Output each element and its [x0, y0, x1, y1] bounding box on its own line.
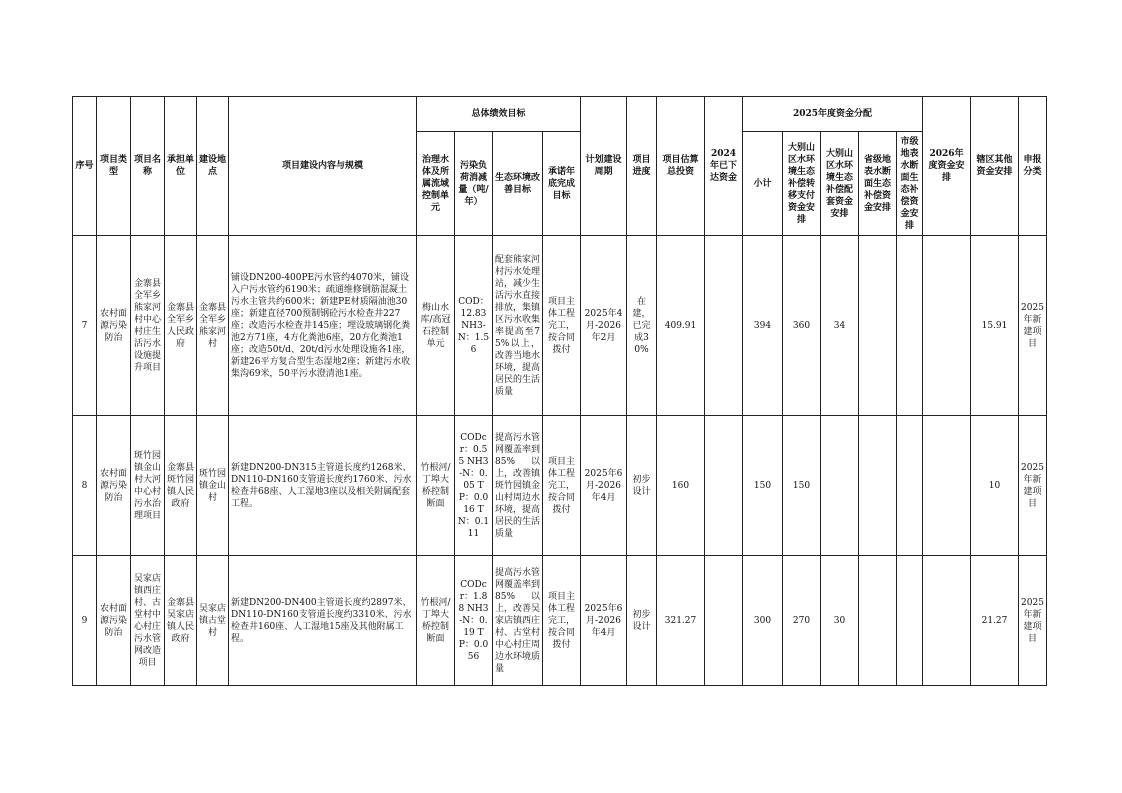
- cell-period: 2025年4月-2026年2月: [581, 236, 627, 416]
- cell-reduction: CODcr：1.88 NH3-N：0.19 TP：0.056: [455, 556, 493, 686]
- project-funding-table: [72, 96, 1047, 686]
- table-row: [73, 236, 1047, 416]
- header-alloc-4: 市级地表水断面生态补偿资金安排: [897, 132, 923, 236]
- cell-name: 金寨县全军乡熊家河村中心村庄生活污水设施提升项目: [131, 236, 165, 416]
- cell-other-funds: 21.27: [971, 556, 1019, 686]
- cell-eco-goal: 提高污水管网覆盖率到85%以上，改善吴家店镇西庄村、古堂村中心村庄周边水环境质量: [493, 556, 543, 686]
- header-subtotal: 小计: [743, 132, 783, 236]
- header-seq: 序号: [73, 97, 97, 236]
- cell-alloc-1: 150: [783, 416, 821, 556]
- cell-subtotal: 300: [743, 556, 783, 686]
- cell-subtotal: 394: [743, 236, 783, 416]
- cell-alloc-3: [859, 556, 897, 686]
- cell-control-unit: 竹根河/丁埠大桥控制断面: [417, 416, 455, 556]
- cell-name: 斑竹园镇金山村大河中心村污水治理项目: [131, 416, 165, 556]
- cell-progress: 初步设计: [627, 556, 657, 686]
- cell-alloc-1: 270: [783, 556, 821, 686]
- header-alloc-2: 大别山区水环境生态补偿配套资金安排: [821, 132, 859, 236]
- header-eco-goal: 生态环境改善目标: [493, 132, 543, 236]
- header-content: 项目建设内容与规模: [229, 97, 417, 236]
- header-other-funds: 辖区其他资金安排: [971, 97, 1019, 236]
- header-period: 计划建设周期: [581, 97, 627, 236]
- header-reduction: 污染负荷消减量（吨/年）: [455, 132, 493, 236]
- cell-funds-2024: [705, 556, 743, 686]
- cell-alloc-2: [821, 416, 859, 556]
- cell-category: 2025年新建项目: [1019, 236, 1047, 416]
- cell-other-funds: 15.91: [971, 236, 1019, 416]
- cell-category: 2025年新建项目: [1019, 556, 1047, 686]
- header-perf-group: 总体绩效目标: [417, 97, 581, 132]
- header-unit: 承担单位: [165, 97, 197, 236]
- cell-total-invest: 321.27: [657, 556, 705, 686]
- cell-commit-goal: 项目主体工程完工，按合同拨付: [543, 416, 581, 556]
- cell-unit: 金寨县全军乡人民政府: [165, 236, 197, 416]
- cell-alloc-3: [859, 236, 897, 416]
- header-funds-2024: 2024年已下达资金: [705, 97, 743, 236]
- header-alloc-group: 2025年度资金分配: [743, 97, 923, 132]
- header-control-unit: 治理水体及所属流域控制单元: [417, 132, 455, 236]
- cell-alloc-4: [897, 236, 923, 416]
- cell-subtotal: 150: [743, 416, 783, 556]
- cell-content: 新建DN200-DN400主管道长度约2897米、DN110-DN160支管道长度约3310米、污水检查井160座、人工湿地15座及其他附属工程。: [229, 556, 417, 686]
- cell-alloc-2: 30: [821, 556, 859, 686]
- header-type: 项目类型: [97, 97, 131, 236]
- cell-funds-2024: [705, 416, 743, 556]
- cell-total-invest: 409.91: [657, 236, 705, 416]
- cell-alloc-4: [897, 556, 923, 686]
- header-commit-goal: 承诺年底完成目标: [543, 132, 581, 236]
- cell-unit: 金寨县吴家店镇人民政府: [165, 556, 197, 686]
- header-alloc-1: 大别山区水环境生态补偿转移支付资金安排: [783, 132, 821, 236]
- header-name: 项目名称: [131, 97, 165, 236]
- cell-content: 铺设DN200-400PE污水管约4070米，铺设入户污水管约6190米；疏通维修钢筋混凝土污水主管共约600米；新建PE材质隔油池30座；新建直径700预制钢砼污水检查井227座；改造污水检查井145座；埋设玻璃钢化粪池2方71座，4方化粪池6座，20方化粪池1座；改造50t/d、20t/d污水处理设施各1座，新建26平方复合型生态湿地2座；新建污水收集沟69米，50平污水澄清池1座。: [229, 236, 417, 416]
- cell-period: 2025年6月-2026年4月: [581, 556, 627, 686]
- cell-type: 农村面源污染防治: [97, 556, 131, 686]
- cell-name: 吴家店镇西庄村、古堂村中心村庄污水管网改造项目: [131, 556, 165, 686]
- header-alloc-3: 省级地表水断面生态补偿资金安排: [859, 132, 897, 236]
- cell-alloc-3: [859, 416, 897, 556]
- cell-site: 金寨县全军乡熊家河村: [197, 236, 229, 416]
- cell-content: 新建DN200-DN315主管道长度约1268米、DN110-DN160支管道长度约1760米、污水检查井68座、人工湿地3座以及相关附属配套工程。: [229, 416, 417, 556]
- cell-eco-goal: 提高污水管网覆盖率到85%以上，改善镇斑竹园镇金山村周边水环境，提高居民的生活质量: [493, 416, 543, 556]
- cell-seq: 9: [73, 556, 97, 686]
- header-row-1: [73, 97, 1047, 132]
- cell-control-unit: 竹根河/丁埠大桥控制断面: [417, 556, 455, 686]
- table-row: [73, 556, 1047, 686]
- header-funds-2026: 2026年度资金安排: [923, 97, 971, 236]
- cell-type: 农村面源污染防治: [97, 236, 131, 416]
- cell-period: 2025年6月-2026年4月: [581, 416, 627, 556]
- cell-other-funds: 10: [971, 416, 1019, 556]
- cell-funds-2024: [705, 236, 743, 416]
- cell-funds-2026: [923, 556, 971, 686]
- cell-control-unit: 梅山水库/高冠石控制单元: [417, 236, 455, 416]
- cell-progress: 在建，已完成30%: [627, 236, 657, 416]
- header-progress: 项目进度: [627, 97, 657, 236]
- cell-commit-goal: 项目主体工程完工，按合同拨付: [543, 236, 581, 416]
- cell-alloc-1: 360: [783, 236, 821, 416]
- cell-funds-2026: [923, 416, 971, 556]
- cell-site: 斑竹园镇金山村: [197, 416, 229, 556]
- cell-total-invest: 160: [657, 416, 705, 556]
- cell-category: 2025年新建项目: [1019, 416, 1047, 556]
- cell-eco-goal: 配套熊家河村污水处理站，减少生活污水直接排放，集镇区污水收集率提高至75%以上，改善当地水环境，提高居民的生活质量: [493, 236, 543, 416]
- cell-seq: 8: [73, 416, 97, 556]
- cell-progress: 初步设计: [627, 416, 657, 556]
- cell-alloc-2: 34: [821, 236, 859, 416]
- cell-unit: 金寨县斑竹园镇人民政府: [165, 416, 197, 556]
- header-site: 建设地点: [197, 97, 229, 236]
- cell-reduction: CODcr：0.55 NH3-N：0.05 TP：0.016 TN：0.111: [455, 416, 493, 556]
- cell-type: 农村面源污染防治: [97, 416, 131, 556]
- header-category: 申报分类: [1019, 97, 1047, 236]
- header-total-invest: 项目估算总投资: [657, 97, 705, 236]
- cell-seq: 7: [73, 236, 97, 416]
- cell-commit-goal: 项目主体工程完工，按合同拨付: [543, 556, 581, 686]
- cell-funds-2026: [923, 236, 971, 416]
- cell-alloc-4: [897, 416, 923, 556]
- cell-reduction: COD：12.83 NH3-N：1.56: [455, 236, 493, 416]
- cell-site: 吴家店镇古堂村: [197, 556, 229, 686]
- table-row: [73, 416, 1047, 556]
